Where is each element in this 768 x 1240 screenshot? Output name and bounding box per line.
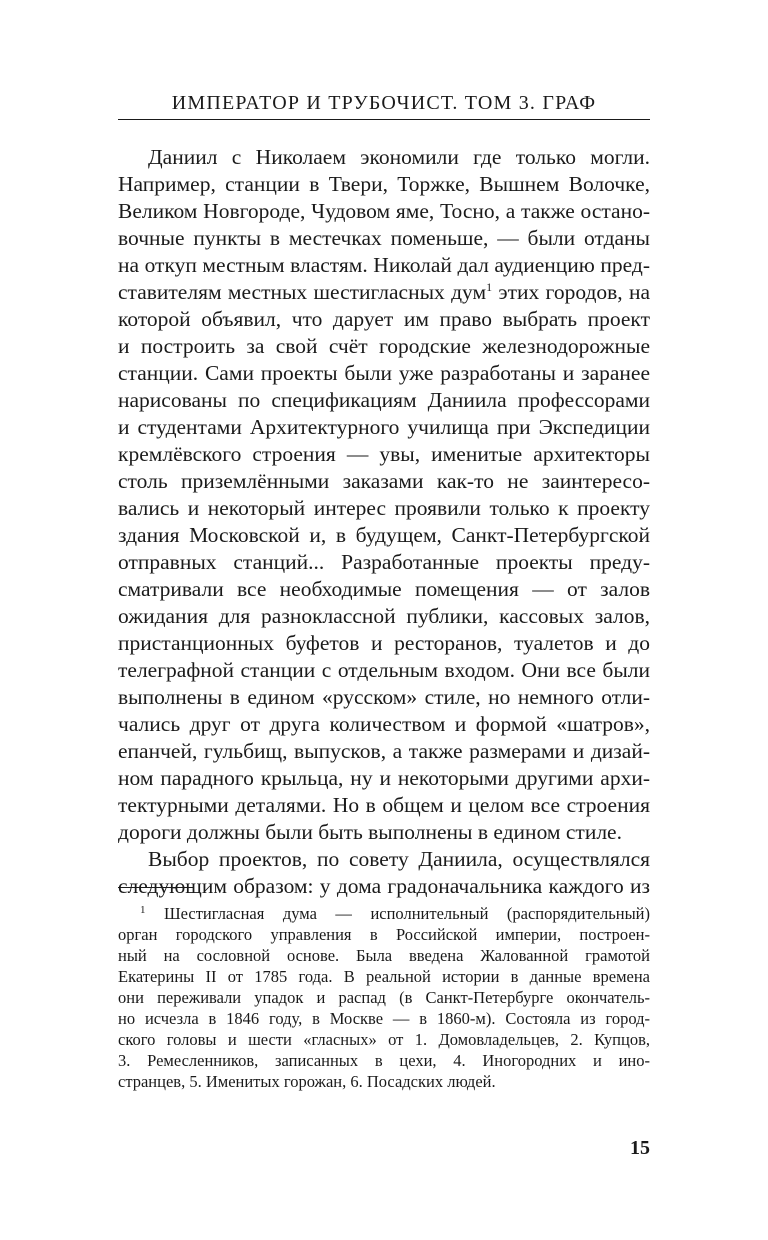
text-line: следующим образом: у дома градоначальника каждого из — [118, 874, 650, 898]
text-line: станции. Сами проекты были уже разработаны и заранее — [118, 361, 650, 385]
text-line: вались и некоторый интерес проявили только к проекту — [118, 496, 650, 520]
text-segment: ставителям местных шестигласных дум — [118, 280, 487, 304]
text-line: здания Московской и, в будущем, Санкт-Петербургской — [118, 523, 650, 547]
text-line: столь приземлёнными заказами как-то не заинтересо- — [118, 469, 650, 493]
text-line: вочные пункты в местечках поменьше, — были отданы — [118, 226, 650, 250]
text-line: на откуп местным властям. Николай дал аудиенцию пред- — [118, 253, 650, 277]
text-line: дороги должны были быть выполнены в едином стиле. — [118, 820, 622, 844]
header-rule — [118, 119, 650, 120]
text-line: нарисованы по спецификациям Даниила профессорами — [118, 388, 650, 412]
main-text — [118, 144, 650, 900]
text-line: Великом Новгороде, Чудовом яме, Тосно, а также остано- — [118, 199, 650, 223]
footnote-line: ского головы и шести «гласных» от 1. Домовладельцев, 2. Купцов, — [118, 1030, 650, 1049]
footnote-rule — [118, 887, 194, 888]
footnote-marker: 1 — [140, 904, 146, 916]
text-line: отправных станций... Разработанные проекты преду- — [118, 550, 650, 574]
text-line: сматривали все необходимые помещения — от залов — [118, 577, 650, 601]
footnote-reference[interactable]: 1 — [486, 280, 493, 294]
text-line: Выбор проектов, по совету Даниила, осуществлялся — [148, 847, 650, 871]
running-header: ИМПЕРАТОР И ТРУБОЧИСТ. ТОМ 3. ГРАФ — [171, 92, 597, 114]
text-line: ном парадного крыльца, ну и некоторыми другими архи- — [118, 766, 650, 790]
footnote-line: орган городского управления в Российской империи, построен- — [118, 925, 650, 944]
text-line: Например, станции в Твери, Торжке, Вышнем Волочке, — [118, 172, 650, 196]
text-line: пристанционных буфетов и ресторанов, туалетов и до — [118, 631, 650, 655]
footnote — [118, 903, 650, 1092]
text-line: выполнены в едином «русском» стиле, но немного отли- — [118, 685, 650, 709]
footnote-line: Екатерины II от 1785 года. В реальной истории в данные времена — [118, 967, 650, 986]
text-line: епанчей, гульбищ, выпусков, а также размерами и дизай- — [118, 739, 650, 763]
footnote-line: но исчезла в 1846 году, в Москве — в 1860-м). Состояла из город- — [118, 1009, 650, 1028]
text-line: и построить за свой счёт городские железнодорожные — [118, 334, 650, 358]
footnote-line: они переживали упадок и распад (в Санкт-Петербурге окончатель- — [118, 988, 650, 1007]
footnote-line — [118, 903, 650, 924]
footnote-line: странцев, 5. Именитых горожан, 6. Посадских людей. — [118, 1072, 496, 1091]
text-line: и студентами Архитектурного училища при Экспедиции — [118, 415, 650, 439]
footnote-line: ный на сословной основе. Была введена Жалованной грамотой — [118, 946, 650, 965]
text-segment: этих городов, на — [492, 280, 650, 304]
text-line: кремлёвского строения — увы, именитые архитекторы — [118, 442, 650, 466]
text-line: чались друг от друга количеством и формой «шатров», — [118, 712, 650, 736]
page-number: 15 — [630, 1137, 650, 1159]
footnote-line: 3. Ремесленников, записанных в цехи, 4. Иногородних и ино- — [118, 1051, 650, 1070]
text-line: Даниил с Николаем экономили где только могли. — [148, 145, 650, 169]
text-line: ожидания для разноклассной публики, кассовых залов, — [118, 604, 650, 628]
text-line: тектурными деталями. Но в общем и целом все строения — [118, 793, 650, 817]
footnote-text: Шестигласная дума — исполнительный (распорядительный) — [145, 904, 650, 923]
text-line: которой объявил, что дарует им право выбрать проект — [118, 307, 650, 331]
text-line: телеграфной станции с отдельным входом. Они все были — [118, 658, 650, 682]
text-line-with-footnote-ref — [118, 279, 650, 306]
